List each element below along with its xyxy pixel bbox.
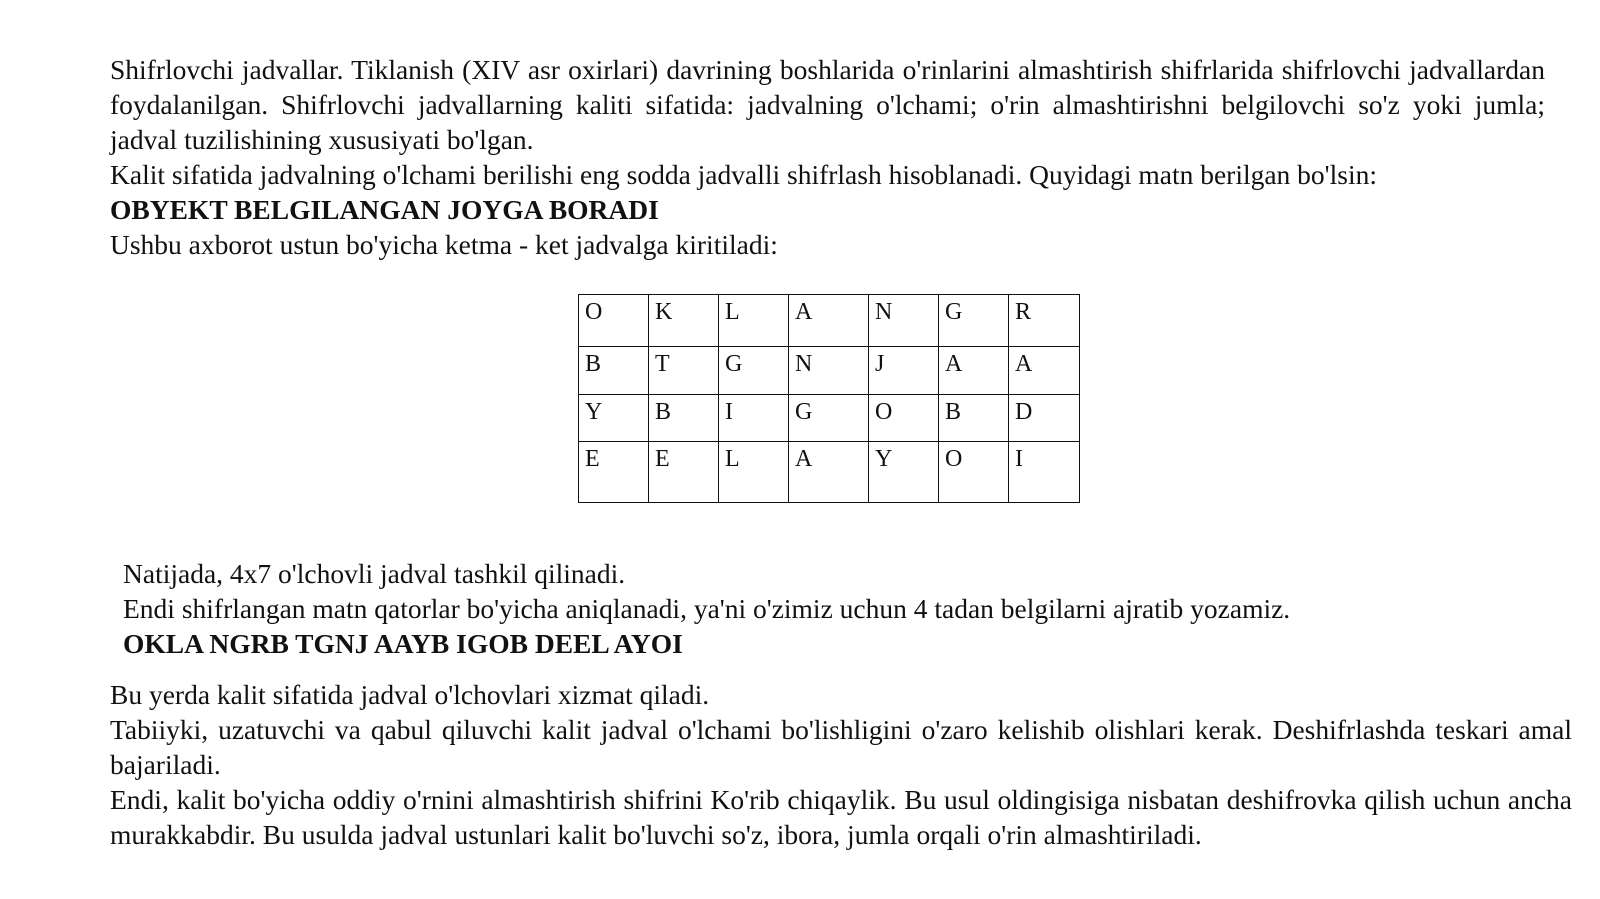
- table-cell: J: [869, 347, 939, 395]
- table-cell: A: [789, 295, 869, 347]
- table-cell: R: [1009, 295, 1080, 347]
- table-row: [579, 395, 1080, 442]
- table-cell: L: [719, 442, 789, 503]
- table-cell: Y: [579, 395, 649, 442]
- plaintext-message: OBYEKT BELGILANGAN JOYGA BORADI: [110, 194, 659, 225]
- table-cell: O: [939, 442, 1009, 503]
- table-cell: A: [789, 442, 869, 503]
- intro-key-paragraph: Kalit sifatida jadvalning o'lchami berilishi eng sodda jadvalli shifrlash hisoblanadi. Quyidagi matn berilgan bo'lsin:: [110, 159, 1378, 190]
- intro-section: [110, 52, 1545, 262]
- table-cell: B: [579, 347, 649, 395]
- conclusion-decryption-paragraph: Tabiiyki, uzatuvchi va qabul qiluvchi kalit jadval o'lchami bo'lishligini o'zaro kelishib olishlari kerak. Deshifrlashda teskari amal bajariladi.: [110, 714, 1572, 780]
- table-cell: A: [939, 347, 1009, 395]
- table-cell: Y: [869, 442, 939, 503]
- table-cell: N: [789, 347, 869, 395]
- conclusion-key-note: Bu yerda kalit sifatida jadval o'lchovlari xizmat qiladi.: [110, 679, 710, 710]
- table-cell: B: [939, 395, 1009, 442]
- conclusion-section: [110, 677, 1572, 852]
- table-row: [579, 295, 1080, 347]
- table-cell: A: [1009, 347, 1080, 395]
- table-cell: O: [579, 295, 649, 347]
- table-cell: G: [939, 295, 1009, 347]
- cipher-table: [578, 294, 1080, 503]
- table-row: [579, 442, 1080, 503]
- intro-paragraph: Shifrlovchi jadvallar. Tiklanish (XIV asr oxirlari) davrining boshlarida o'rinlarini almashtirish shifrlarida shifrlovchi jadvallardan foydalanilgan. Shifrlovchi jadvallarning kaliti sifatida: jadvalning o'lchami; o'rin almashtirishni belgilovchi so'z yoki jumla; jadval tuzilishining xususiyati bo'lgan.: [110, 54, 1545, 155]
- table-cell: B: [649, 395, 719, 442]
- table-cell: E: [579, 442, 649, 503]
- table-fill-instruction: Ushbu axborot ustun bo'yicha ketma - ket jadvalga kiritiladi:: [110, 229, 778, 260]
- table-cell: D: [1009, 395, 1080, 442]
- table-cell: E: [649, 442, 719, 503]
- result-section: [123, 556, 1563, 661]
- table-cell: I: [1009, 442, 1080, 503]
- table-cell: G: [789, 395, 869, 442]
- conclusion-keyword-paragraph: Endi, kalit bo'yicha oddiy o'rnini almashtirish shifrini Ko'rib chiqaylik. Bu usul oldingisiga nisbatan deshifrovka qilish uchun ancha murakkabdir. Bu usulda jadval ustunlari kalit bo'luvchi so'z, ibora, jumla orqali o'rin almashtiriladi.: [110, 784, 1572, 850]
- table-row: [579, 347, 1080, 395]
- table-cell: K: [649, 295, 719, 347]
- table-cell: O: [869, 395, 939, 442]
- table-cell: G: [719, 347, 789, 395]
- table-cell: L: [719, 295, 789, 347]
- ciphertext-message: OKLA NGRB TGNJ AAYB IGOB DEEL AYOI: [123, 628, 683, 659]
- table-cell: N: [869, 295, 939, 347]
- table-cell: T: [649, 347, 719, 395]
- result-table-size: Natijada, 4x7 o'lchovli jadval tashkil qilinadi.: [123, 558, 626, 589]
- result-explanation: Endi shifrlangan matn qatorlar bo'yicha aniqlanadi, ya'ni o'zimiz uchun 4 tadan belgilarni ajratib yozamiz.: [123, 593, 1291, 624]
- table-cell: I: [719, 395, 789, 442]
